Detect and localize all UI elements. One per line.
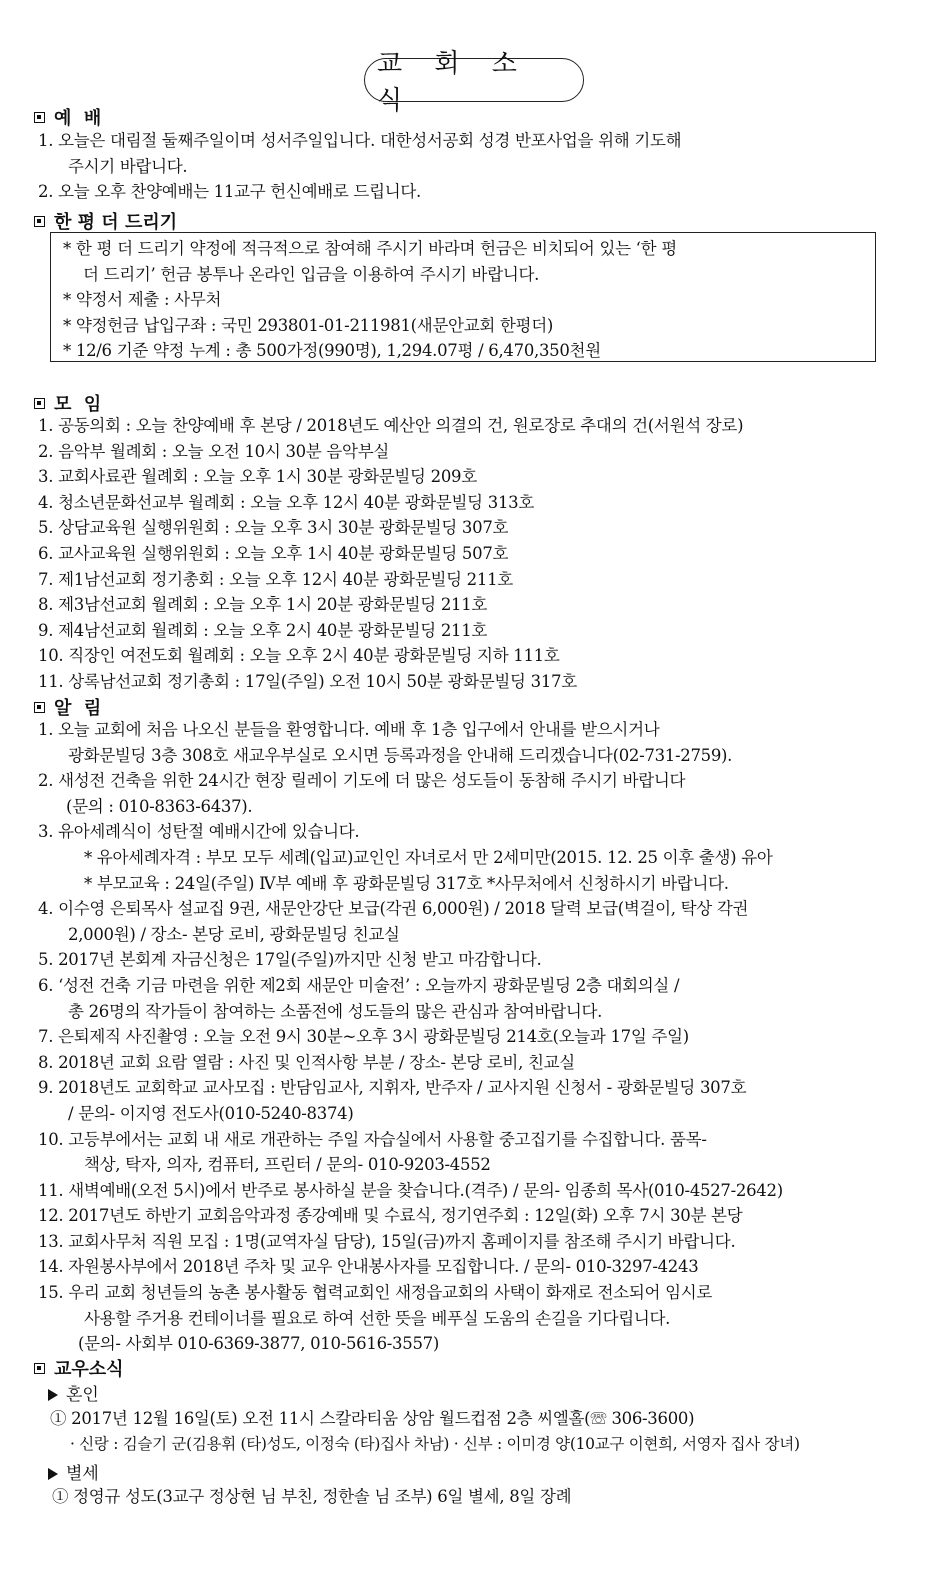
list-item: 2,000원) / 장소- 본당 로비, 광화문빌딩 친교실	[68, 924, 400, 944]
list-item: / 문의- 이지영 전도사(010-5240-8374)	[68, 1103, 354, 1123]
death-list	[52, 1484, 932, 1510]
list-item: 2. 음악부 월례회 : 오늘 오전 10시 30분 음악부실	[38, 441, 389, 461]
list-item: 더 드리기’ 헌금 봉투나 온라인 입금을 이용하여 주시기 바랍니다.	[83, 264, 540, 284]
wedding-list	[50, 1406, 930, 1457]
list-item: 책상, 탁자, 의자, 컴퓨터, 프린터 / 문의- 010-9203-4552	[84, 1155, 491, 1175]
sub-heading-wedding	[48, 1380, 99, 1405]
list-item: 13. 교회사무처 직원 모집 : 1명(교역자실 담당), 15일(금)까지 홈페이지를 참조해 주시기 바랍니다.	[38, 1231, 736, 1251]
sub-heading-death	[48, 1459, 99, 1484]
list-item: 2. 오늘 오후 찬양예배는 11교구 헌신예배로 드립니다.	[38, 182, 421, 202]
list-item: 7. 은퇴제직 사진촬영 : 오늘 오전 9시 30분~오후 3시 광화문빌딩 214호(오늘과 17일 주일)	[38, 1027, 689, 1047]
section-heading-label: 알 림	[54, 698, 102, 719]
list-item: * 한 평 더 드리기 약정에 적극적으로 참여해 주시기 바라며 헌금은 비치되어 있는 ‘한 평	[63, 239, 677, 258]
list-item: 1. 공동의회 : 오늘 찬양예배 후 본당 / 2018년도 예산안 의결의 건, 원로장로 추대의 건(서원석 장로)	[38, 416, 744, 435]
page-title: 교 회 소 식	[364, 58, 584, 102]
square-bullet-icon	[34, 1363, 45, 1374]
list-item: 8. 2018년 교회 요람 열람 : 사진 및 인적사항 부분 / 장소- 본당 로비, 친교실	[38, 1052, 575, 1072]
list-item: 2. 새성전 건축을 위한 24시간 현장 릴레이 기도에 더 많은 성도들이 동참해 주시기 바랍니다	[38, 771, 686, 791]
list-item: 4. 이수영 은퇴목사 설교집 9권, 새문안강단 보급(각권 6,000원) / 2018 달력 보급(벽걸이, 탁상 각권	[38, 899, 749, 919]
list-item: 4. 청소년문화선교부 월례회 : 오늘 오후 12시 40분 광화문빌딩 313호	[38, 492, 534, 512]
list-item: * 12/6 기준 약정 누계 : 총 500가정(990명), 1,294.07평 / 6,470,350천원	[63, 341, 601, 361]
notices-list	[38, 717, 918, 1357]
list-item: 15. 우리 교회 청년들의 농촌 봉사활동 협력교회인 새정읍교회의 사택이 화재로 전소되어 임시로	[38, 1283, 713, 1303]
list-item: 11. 새벽예배(오전 5시)에서 반주로 봉사하실 분을 찾습니다.(격주) / 문의- 임종희 목사(010-4527-2642)	[38, 1180, 783, 1200]
square-bullet-icon	[34, 702, 45, 713]
list-item: 7. 제1남선교회 정기총회 : 오늘 오후 12시 40분 광화문빌딩 211호	[38, 569, 513, 589]
list-item: 10. 고등부에서는 교회 내 새로 개관하는 주일 자습실에서 사용할 중고집기를 수집합니다. 품목-	[38, 1129, 707, 1149]
section-heading-members	[34, 1355, 124, 1381]
section-heading-label: 한 평 더 드리기	[54, 212, 178, 233]
worship-list	[38, 128, 918, 205]
list-item: 10. 직장인 여전도회 월례회 : 오늘 오후 2시 40분 광화문빌딩 지하 111호	[38, 646, 560, 666]
list-item: * 약정서 제출 : 사무처	[63, 290, 222, 310]
list-item: (문의- 사회부 010-6369-3877, 010-5616-3557)	[78, 1334, 439, 1354]
square-bullet-icon	[34, 398, 45, 409]
section-heading-label: 교우소식	[54, 1359, 124, 1380]
list-item: 3. 유아세례식이 성탄절 예배시간에 있습니다.	[38, 822, 360, 842]
sub-heading-label: 별세	[66, 1464, 99, 1484]
list-item: 사용할 주거용 컨테이너를 필요로 하여 선한 뜻을 베푸실 도움의 손길을 기다립니다.	[84, 1308, 671, 1328]
list-item: 14. 자원봉사부에서 2018년 주차 및 교우 안내봉사자를 모집합니다. / 문의- 010-3297-4243	[38, 1257, 699, 1277]
triangle-bullet-icon	[48, 1389, 58, 1401]
section-heading-label: 모 임	[54, 394, 102, 415]
list-item: 5. 2017년 본회계 자금신청은 17일(주일)까지만 신청 받고 마감합니다.	[38, 950, 542, 970]
list-item: 1. 오늘 교회에 처음 나오신 분들을 환영합니다. 예배 후 1층 입구에서 안내를 받으시거나	[38, 720, 660, 739]
list-item: 6. 교사교육원 실행위원회 : 오늘 오후 1시 40분 광화문빌딩 507호	[38, 543, 509, 563]
list-item: 11. 상록남선교회 정기총회 : 17일(주일) 오전 10시 50분 광화문빌딩 317호	[38, 671, 577, 691]
list-item: 광화문빌딩 3층 308호 새교우부실로 오시면 등록과정을 안내해 드리겠습니다(02-731-2759).	[68, 745, 733, 765]
list-item: 8. 제3남선교회 월례회 : 오늘 오후 1시 20분 광화문빌딩 211호	[38, 595, 488, 615]
list-item: * 약정헌금 납입구좌 : 국민 293801-01-211981(새문안교회 한평더)	[63, 315, 553, 335]
offering-box	[50, 232, 876, 362]
list-item: · 신랑 : 김슬기 군(김용휘 (타)성도, 이정숙 (타)집사 차남) · 신부 : 이미경 양(10교구 이현희, 서영자 집사 장녀)	[70, 1434, 800, 1453]
list-item: ① 정영규 성도(3교구 정상현 님 부친, 정한솔 님 조부) 6일 별세, 8일 장례	[52, 1487, 572, 1506]
list-item: 9. 2018년도 교회학교 교사모집 : 반담임교사, 지휘자, 반주자 / 교사지원 신청서 - 광화문빌딩 307호	[38, 1078, 747, 1098]
sub-heading-label: 혼인	[66, 1385, 99, 1405]
section-heading-label: 예 배	[54, 108, 102, 129]
list-item: 1. 오늘은 대림절 둘째주일이며 성서주일입니다. 대한성서공회 성경 반포사업을 위해 기도해	[38, 131, 682, 150]
list-item: 주시기 바랍니다.	[68, 156, 188, 176]
square-bullet-icon	[34, 112, 45, 123]
list-item: 12. 2017년도 하반기 교회음악과정 종강예배 및 수료식, 정기연주회 : 12일(화) 오후 7시 30분 본당	[38, 1206, 743, 1226]
list-item: 3. 교회사료관 월례회 : 오늘 오후 1시 30분 광화문빌딩 209호	[38, 467, 477, 487]
list-item: 9. 제4남선교회 월례회 : 오늘 오후 2시 40분 광화문빌딩 211호	[38, 620, 488, 640]
list-item: 5. 상담교육원 실행위원회 : 오늘 오후 3시 30분 광화문빌딩 307호	[38, 518, 509, 538]
list-item: ① 2017년 12월 16일(토) 오전 11시 스칼라티움 상암 월드컵점 2층 씨엘홀(☏ 306-3600)	[50, 1409, 695, 1428]
square-bullet-icon	[34, 216, 45, 227]
list-item: * 유아세례자격 : 부모 모두 세례(입교)교인인 자녀로서 만 2세미만(2015. 12. 25 이후 출생) 유아	[84, 847, 773, 867]
list-item: 6. ‘성전 건축 기금 마련을 위한 제2회 새문안 미술전’ : 오늘까지 광화문빌딩 2층 대회의실 /	[38, 975, 680, 995]
meetings-list	[38, 413, 918, 695]
list-item: 총 26명의 작가들이 참여하는 소품전에 성도들의 많은 관심과 참여바랍니다.	[68, 1001, 603, 1021]
section-heading-worship	[34, 104, 101, 130]
list-item: (문의 : 010-8363-6437).	[66, 796, 253, 816]
section-heading-offering	[34, 208, 177, 234]
triangle-bullet-icon	[48, 1468, 58, 1480]
list-item: * 부모교육 : 24일(주일) Ⅳ부 예배 후 광화문빌딩 317호 *사무처에서 신청하시기 바랍니다.	[84, 873, 729, 893]
